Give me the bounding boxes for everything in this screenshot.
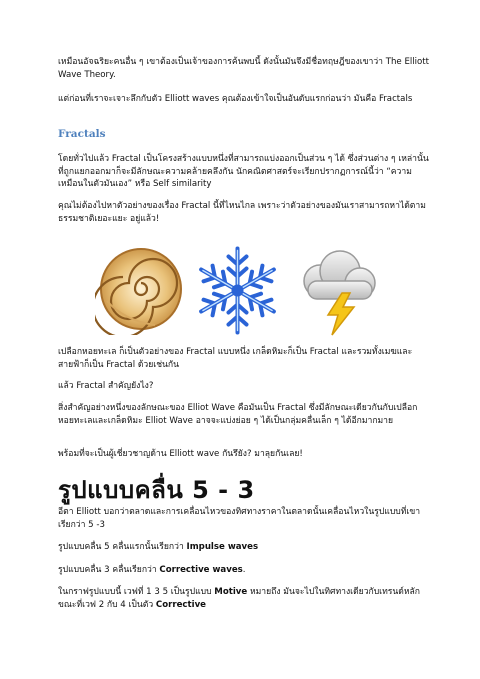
- paragraph-fractal-definition: โดยทั่วไปแล้ว Fractal เป็นโครงสร้างแบบหนึ่งที่สามารถแบ่งออกเป็นส่วน ๆ ได้ ซึ่งส่วนต่าง ๆ เหล่านั้นที่ถูกแยกออกมาก็จะมีลักษณะความคล้ายคลึงกัน นักคณิตศาสตร์จะเรียกปรากฏการณ์นี้ว่า “ความเหมือนในตัวมันเอง” หรือ Self similarity: [58, 154, 429, 190]
- corrective-term-2: Corrective: [155, 599, 207, 610]
- corrective-text: รูปแบบคลื่น 3 คลื่นเรียกว่า: [58, 565, 160, 575]
- motive-term: Motive: [214, 587, 248, 597]
- paragraph-motive: [58, 586, 430, 611]
- paragraph-fractal-examples: คุณไม่ต้องไปหาตัวอย่างของเรื่อง Fractal นี้ที่ไหนไกล เพราะว่าตัวอย่างของมันเราสามารถหาได้ตามธรรมชาติเยอะแยะ อยู่แล้ว!: [58, 201, 426, 224]
- paragraph-ready: พร้อมที่จะเป็นผู้เชี่ยวชาญด้าน Elliott wave กันรึยัง? มาลุยกันเลย!: [58, 449, 303, 459]
- heading-wave-pattern: รูปแบบคลื่น 5 - 3: [58, 476, 255, 504]
- snowflake-icon: [190, 243, 285, 338]
- corrective-term: Corrective waves: [159, 565, 243, 575]
- paragraph-elliott-53: อีตา Elliott บอกว่าตลาดและการเคลื่อนไหวของทิศทางราคาในตลาดนั้นเคลื่อนไหวในรูปแบบที่เขาเรียกว่า 5 -3: [58, 507, 421, 530]
- paragraph-natural-fractals: เปลือกหอยทะเล ก็เป็นตัวอย่างของ Fractal แบบหนึ่ง เกล็ดหิมะก็เป็น Fractal และรวมทั้งเมฆและสายฟ้าก็เป็น Fractal ด้วยเช่นกัน: [58, 347, 413, 370]
- fractal-images-row: [95, 243, 385, 338]
- shell-icon: [95, 243, 187, 335]
- impulse-text: รูปแบบคลื่น 5 คลื่นแรกนั้นเรียกว่า: [58, 542, 187, 552]
- heading-fractals: Fractals: [58, 128, 106, 140]
- paragraph-why-fractal: แล้ว Fractal สำคัญยังไง?: [58, 381, 154, 391]
- paragraph-elliot-fractal: สิ่งสำคัญอย่างหนึ่งของลักษณะของ Elliot Wave คือมันเป็น Fractal ซึ่งมีลักษณะเดียวกันกับเปลือกหอยทะเลและเกล็ดหิมะ Elliot Wave อาจจะแบ่งย่อย ๆ ได้เป็นกลุ่มคลื่นเล็ก ๆ ได้อีกมากมาย: [58, 403, 418, 426]
- motive-text-mid: หมายถึง มันจะไปในทิศทางเดียวกับเทรนด์หลัก ขณะที่เวฟ 2 กับ 4 เป็นตัว: [58, 587, 420, 610]
- paragraph-fractals-intro: แต่ก่อนที่เราจะเจาะลึกกับตัว Elliott waves คุณต้องเข้าใจเป็นอันดับแรกก่อนว่า มันคือ Fractals: [58, 94, 413, 104]
- corrective-period: .: [242, 565, 246, 575]
- paragraph-impulse: [58, 541, 430, 554]
- storm-cloud-icon: [290, 243, 385, 338]
- paragraph-elliott-theory: เหมือนอัจฉริยะคนอื่น ๆ เขาต้องเป็นเจ้าของการค้นพบนี้ ดังนั้นมันจึงมีชื่อทฤษฎีของเขาว่า The Elliott Wave Theory.: [58, 57, 430, 80]
- paragraph-corrective: [58, 564, 430, 577]
- motive-text-start: ในกราฟรูปแบบนี้ เวฟที่ 1 3 5 เป็นรูปแบบ: [58, 587, 215, 597]
- impulse-term: Impulse waves: [186, 542, 259, 552]
